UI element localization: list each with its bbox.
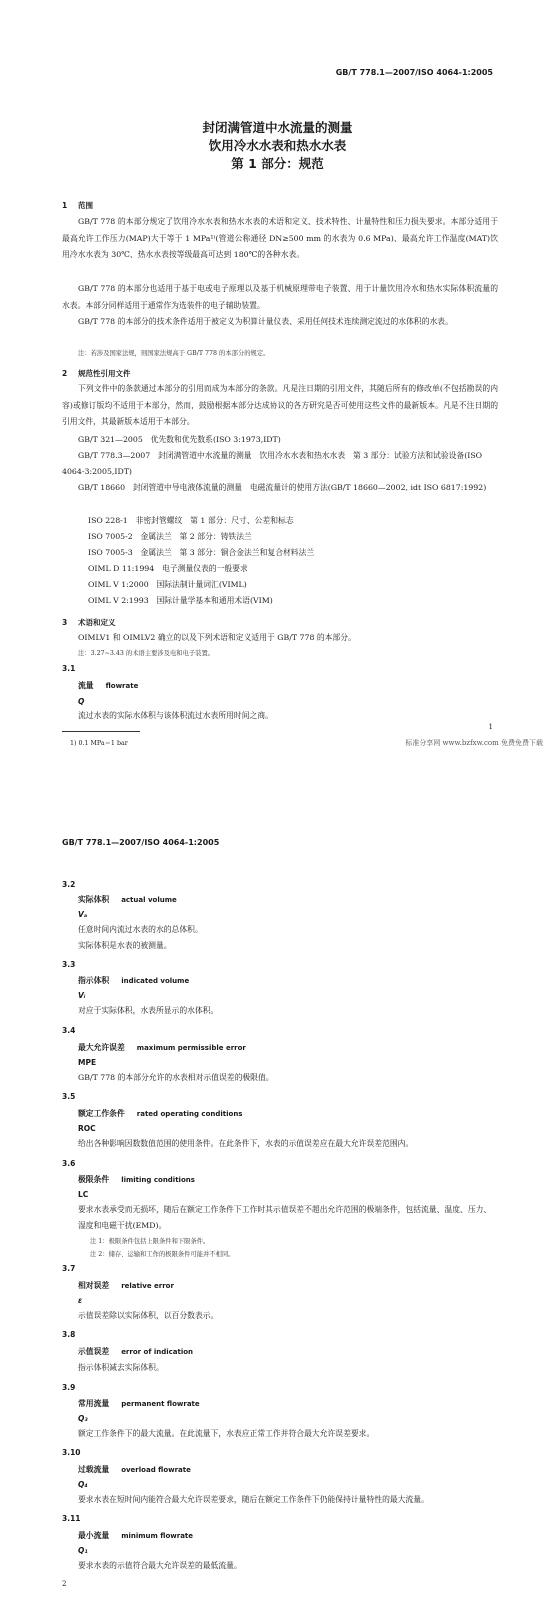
term-number: 3.8 — [62, 1330, 76, 1339]
term-en: actual volume — [121, 896, 177, 904]
reference-item: OIML V 2:1993 国际计量学基本和通用术语(VIM) — [88, 596, 273, 605]
term-definition: 指示体积减去实际体积。 — [78, 1363, 164, 1372]
term-zh: 流量 — [78, 681, 94, 690]
term-number: 3.9 — [62, 1383, 76, 1392]
term-zh: 常用流量 — [78, 1399, 110, 1408]
title-line-3: 第 1 部分：规范 — [231, 156, 324, 171]
term-en: permanent flowrate — [121, 1400, 200, 1408]
term-en: relative error — [121, 1282, 174, 1290]
term-symbol: ε — [78, 1296, 83, 1305]
section-heading-normative-references — [62, 368, 131, 379]
term-symbol: Q₄ — [78, 1480, 88, 1489]
reference-item: ISO 7005-3 金属法兰 第 3 部分：铜合金法兰和复合材料法兰 — [88, 548, 315, 557]
term-definition: 给出各种影响因数数值范围的使用条件。在此条件下，水表的示值误差应在最大允许误差范围内。 — [78, 1139, 414, 1148]
watermark-text: 标准分享网 www.bzfxw.com 免费免费下载 — [405, 739, 543, 747]
term-zh: 最大允许误差 — [78, 1043, 125, 1052]
term-en: indicated volume — [121, 977, 190, 985]
term-definition: 要求水表在短时间内能符合最大允许误差要求，随后在额定工作条件下仍能保持计量特性的最大流量。 — [78, 1495, 429, 1504]
footnote-rule — [62, 731, 140, 732]
term-number: 3.5 — [62, 1092, 76, 1101]
paragraph: GB/T 778 的本部分规定了饮用冷水水表和热水水表的术语和定义、技术特性、计量特性和压力损失要求。本部分适用于最高允许工作压力(MAP)大于等于 1 MPa¹⁾(管道公称通径 DN≥500 mm 的水表为 0.6 MPa)、最高允许工作温度(MAT)饮用冷水水表为 30℃、热水水表按等级最高可达到 180℃的各种水表。 — [62, 217, 498, 259]
term-definition: 实际体积是水表的被测量。 — [78, 941, 172, 950]
reference-item: ISO 228-1 非密封管螺纹 第 1 部分：尺寸、公差和标志 — [88, 516, 294, 525]
term-number: 3.2 — [62, 880, 76, 889]
term-en: limiting conditions — [121, 1176, 195, 1184]
term-number: 3.6 — [62, 1159, 76, 1168]
term-number: 3.4 — [62, 1026, 76, 1035]
paragraph: OIMLV1 和 OIMLV2 确立的以及下列术语和定义适用于 GB/T 778 的本部分。 — [78, 633, 356, 642]
term-definition: 任意时间内流过水表的水的总体积。 — [78, 925, 203, 934]
note: 注 2：储存、运输和工作的极限条件可能并不相同。 — [90, 1251, 235, 1258]
paragraph: GB/T 778 的本部分也适用于基于电或电子原理以及基于机械原理带电子装置、用于计量饮用冷水和热水实际体积流量的水表。本部分同样适用于通常作为选装件的电子辅助装置。 — [62, 284, 498, 310]
reference-item: OIML D 11:1994 电子测量仪表的一般要求 — [88, 564, 248, 573]
section-title: 规范性引用文件 — [78, 369, 131, 378]
page-number: 2 — [62, 1580, 67, 1588]
term-definition: 示值误差除以实际体积，以百分数表示。 — [78, 1311, 219, 1320]
term-heading — [78, 1174, 195, 1185]
term-heading — [78, 975, 189, 986]
term-symbol: Vₐ — [78, 910, 88, 919]
term-zh: 过载流量 — [78, 1465, 110, 1474]
term-number: 3.10 — [62, 1448, 81, 1457]
term-en: maximum permissible error — [136, 1044, 246, 1052]
term-heading — [78, 680, 138, 691]
term-definition: 要求水表的示值符合最大允许误差的最低流量。 — [78, 1561, 242, 1570]
term-en: minimum flowrate — [121, 1532, 194, 1540]
section-heading-terms — [62, 617, 116, 628]
term-zh: 示值误差 — [78, 1347, 110, 1356]
term-number: 3.11 — [62, 1514, 81, 1523]
term-symbol: ROC — [78, 1124, 96, 1133]
section-number: 2 — [62, 369, 68, 378]
term-en: rated operating conditions — [136, 1110, 243, 1118]
term-heading — [78, 894, 177, 905]
section-number: 1 — [62, 201, 68, 210]
note: 注：若涉及国家法规，則国家法规高于 GB/T 778 的本部分的规定。 — [78, 350, 270, 357]
title-line-1: 封闭满管道中水流量的测量 — [202, 120, 353, 135]
term-symbol: Q₁ — [78, 1546, 88, 1555]
term-definition: 额定工作条件下的最大流量。在此流量下，水表应正常工作并符合最大允许误差要求。 — [78, 1429, 375, 1438]
page-separator — [0, 760, 555, 770]
term-definition: 要求水表承受而无损坏，随后在额定工作条件下工作时其示值误差不超出允许范围的极端条件，包括流量、温度、压力、湿度和电磁干扰(EMD)。 — [78, 1205, 492, 1230]
section-number: 3 — [62, 618, 68, 627]
term-definition: GB/T 778 的本部分允许的水表相对示值误差的极限值。 — [78, 1073, 274, 1082]
term-definition: 流过水表的实际水体积与该体积流过水表所用时间之商。 — [78, 711, 273, 720]
page-1 — [0, 0, 555, 760]
term-symbol: MPE — [78, 1058, 97, 1067]
term-zh: 相对误差 — [78, 1281, 110, 1290]
term-symbol: Vᵢ — [78, 991, 86, 1000]
reference-item: GB/T 18660 封闭管道中导电液体流量的测量 电磁流量计的使用方法(GB/T 18660—2002, idt ISO 6817:1992) — [78, 483, 487, 492]
term-heading — [78, 1108, 242, 1119]
reference-item: OIML V 1:2000 国际法制计量词汇(VIML) — [88, 580, 247, 589]
term-en: overload flowrate — [121, 1466, 191, 1474]
note: 注 1：极限条件包括上限条件和下限条件。 — [90, 1238, 210, 1245]
term-en: error of indication — [121, 1348, 194, 1356]
term-zh: 最小流量 — [78, 1531, 110, 1540]
term-heading — [78, 1464, 191, 1475]
title-line-2: 饮用冷水水表和热水水表 — [208, 138, 347, 153]
term-heading — [78, 1530, 193, 1541]
paragraph: 下列文件中的条款通过本部分的引用而成为本部分的条款。凡是注日期的引用文件，其随后所有的修改单(不包括勘误的内容)或修订版均不适用于本部分，然而，鼓励根据本部分达成协议的各方研究是否可使用这些文件的最新版本。凡是不注日期的引用文件，其最新版本适用于本部分。 — [62, 384, 498, 426]
term-zh: 实际体积 — [78, 895, 110, 904]
term-symbol: Q₃ — [78, 1414, 88, 1423]
page-header: GB/T 778.1—2007/ISO 4064-1:2005 — [335, 68, 493, 77]
note: 注：3.27~3.43 的术语主要涉及电和电子装置。 — [78, 650, 215, 657]
term-en: flowrate — [105, 682, 139, 690]
reference-item: GB/T 778.3—2007 封闭满管道中水流量的测量 饮用冷水水表和热水水表 第 3 部分：试验方法和试验设备(ISO 4064-3:2005,IDT) — [62, 451, 483, 476]
term-symbol: Q — [78, 697, 85, 706]
term-number: 3.7 — [62, 1264, 76, 1273]
section-title: 术语和定义 — [78, 618, 116, 627]
reference-item: GB/T 321—2005 优先数和优先数系(ISO 3:1973,IDT) — [78, 435, 281, 444]
page-number: 1 — [488, 723, 493, 731]
term-zh: 额定工作条件 — [78, 1109, 125, 1118]
term-number: 3.1 — [62, 664, 76, 673]
reference-item: ISO 7005-2 金属法兰 第 2 部分：铸铁法兰 — [88, 532, 252, 541]
page-header: GB/T 778.1—2007/ISO 4064-1:2005 — [62, 838, 220, 847]
page-2 — [0, 770, 555, 1600]
term-heading — [78, 1346, 193, 1357]
section-title: 范围 — [78, 201, 93, 210]
term-heading — [78, 1042, 246, 1053]
term-heading — [78, 1280, 174, 1291]
paragraph: GB/T 778 的本部分的技术条件适用于被定义为积算计量仪表、采用任何技术连续测定流过的水体积的水表。 — [78, 317, 453, 326]
term-symbol: LC — [78, 1190, 89, 1199]
term-zh: 指示体积 — [78, 976, 110, 985]
footnote: 1) 0.1 MPa＝1 bar — [70, 740, 128, 747]
term-number: 3.3 — [62, 960, 76, 969]
term-definition: 对应于实际体积，水表所显示的水体积。 — [78, 1006, 219, 1015]
term-heading — [78, 1398, 200, 1409]
term-zh: 极限条件 — [78, 1175, 110, 1184]
section-heading-scope — [62, 200, 93, 211]
